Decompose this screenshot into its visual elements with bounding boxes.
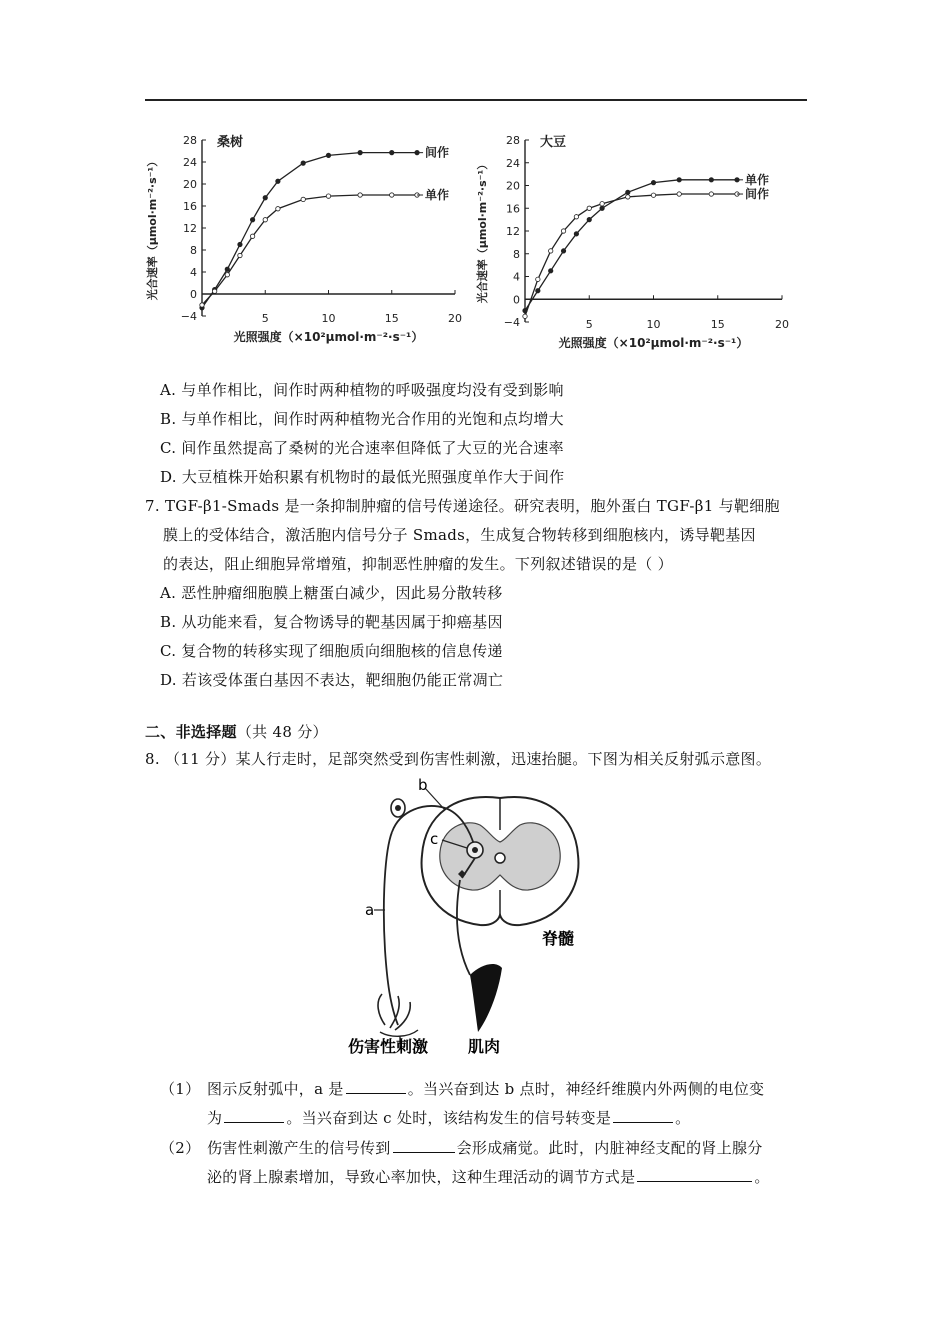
q8-sub1-number: （1）	[160, 1080, 201, 1098]
q6-option-a: A. 与单作相比，间作时两种植物的呼吸强度均没有受到影响	[160, 381, 564, 399]
series-line	[525, 194, 737, 316]
data-point	[390, 193, 394, 197]
q8-sub2-text-b: 会形成痛觉。此时，内脏神经支配的肾上腺分	[456, 1139, 763, 1157]
x-tick-label: 15	[384, 312, 399, 325]
q8-sub1-line2	[207, 1107, 690, 1128]
q8-sub1-text-e: 。	[675, 1109, 691, 1127]
data-point	[225, 273, 229, 277]
answer-blank-a[interactable]	[346, 1080, 406, 1094]
x-tick-label: 20	[448, 312, 462, 325]
chart-title: 桑树	[217, 135, 244, 150]
y-tick-label: 8	[190, 244, 197, 257]
q8-sub1-text-a: 图示反射弧中，a 是	[207, 1080, 344, 1098]
data-point	[561, 249, 565, 253]
data-point	[212, 289, 216, 293]
data-point	[390, 150, 394, 154]
label-c: c	[430, 830, 439, 848]
q7-stem-line3: 的表达，阻止细胞异常增殖，抑制恶性肿瘤的发生。下列叙述错误的是（ ）	[163, 555, 673, 573]
y-tick-label: 0	[513, 293, 520, 307]
data-point	[238, 253, 242, 257]
data-point	[250, 234, 254, 238]
answer-blank-c-signal[interactable]	[613, 1109, 673, 1123]
y-tick-label: 12	[183, 222, 197, 235]
label-a: a	[365, 901, 375, 919]
data-point	[600, 206, 604, 210]
data-point	[238, 242, 242, 246]
chart-title: 大豆	[540, 135, 567, 150]
answer-blank-regulation[interactable]	[637, 1168, 752, 1182]
y-tick-label: 24	[506, 156, 520, 170]
x-tick-label: 20	[775, 318, 789, 331]
x-axis-label: 光照强度（×10²μmol·m⁻²·s⁻¹）	[233, 330, 424, 344]
header-rule	[145, 99, 807, 101]
central-canal	[495, 853, 505, 863]
data-point	[626, 195, 630, 199]
y-tick-label: 16	[183, 200, 197, 213]
q7-stem-line2: 膜上的受体结合，激活胞内信号分子 Smads，生成复合物转移到细胞核内，诱导靶基因	[163, 526, 756, 544]
q8-sub1-line1	[207, 1078, 764, 1099]
series-line	[525, 180, 737, 311]
data-point	[358, 150, 362, 154]
data-point	[600, 202, 604, 206]
data-point	[301, 197, 305, 201]
q6-option-d: D. 大豆植株开始积累有机物时的最低光照强度单作大于间作	[160, 468, 565, 486]
label-stimulus: 伤害性刺激	[348, 1037, 429, 1056]
y-tick-label: 24	[183, 156, 197, 169]
y-tick-label: 28	[506, 134, 520, 147]
afferent-fiber	[384, 832, 398, 1025]
data-point	[536, 277, 540, 281]
muscle	[470, 964, 502, 1032]
label-muscle: 肌肉	[468, 1037, 501, 1056]
q8-sub2-text-d: 。	[754, 1168, 770, 1186]
y-tick-label: 4	[513, 270, 520, 284]
section2-title: 二、非选择题	[145, 723, 237, 741]
data-point	[263, 196, 267, 200]
label-spinal-cord: 脊髓	[542, 929, 575, 948]
q6-option-b: B. 与单作相比，间作时两种植物光合作用的光饱和点均增大	[160, 410, 564, 428]
x-tick-label: 5	[261, 312, 269, 325]
y-tick-label: 20	[183, 178, 197, 191]
q8-sub2-text-c: 泌的肾上腺素增加，导致心率加快，这种生理活动的调节方式是	[207, 1168, 636, 1186]
q8-sub2-text-a: 伤害性刺激产生的信号传到	[207, 1139, 391, 1157]
data-point	[677, 192, 681, 196]
q8-sub1-text-d: 。当兴奋到达 c 处时，该结构发生的信号转变是	[286, 1109, 612, 1127]
data-point	[574, 215, 578, 219]
y-tick-label: 0	[190, 288, 197, 301]
q6-option-c: C. 间作虽然提高了桑树的光合速率但降低了大豆的光合速率	[160, 439, 564, 457]
q8-sub2-number: （2）	[160, 1139, 201, 1157]
data-point	[301, 161, 305, 165]
data-point	[677, 178, 681, 182]
data-point	[574, 232, 578, 236]
y-tick-label: 4	[190, 266, 197, 279]
q8-sub2-line1	[207, 1137, 763, 1158]
q7-option-d: D. 若该受体蛋白基因不表达，靶细胞仍能正常凋亡	[160, 671, 504, 689]
q7-option-c: C. 复合物的转移实现了细胞质向细胞核的信息传递	[160, 642, 503, 660]
q8-stem: 8. （11 分）某人行走时，足部突然受到伤害性刺激，迅速抬腿。下图为相关反射弧示意图。	[145, 750, 772, 768]
data-point	[651, 193, 655, 197]
data-point	[358, 193, 362, 197]
x-tick-label: 10	[321, 312, 336, 325]
data-point	[276, 179, 280, 183]
y-tick-label: 8	[513, 247, 520, 261]
y-tick-label: −4	[180, 310, 197, 323]
y-tick-label: 16	[506, 202, 520, 216]
chart-mulberry	[140, 125, 470, 355]
answer-blank-b-potential[interactable]	[224, 1109, 284, 1123]
q7-option-a: A. 恶性肿瘤细胞膜上糖蛋白减少，因此易分散转移	[160, 584, 503, 602]
data-point	[626, 190, 630, 194]
data-point	[326, 153, 330, 157]
x-axis-label: 光照强度（×10²μmol·m⁻²·s⁻¹）	[558, 336, 749, 350]
data-point	[263, 218, 267, 222]
y-axis-label: 光合速率（μmol·m⁻²·s⁻¹）	[476, 158, 489, 304]
series-label: 单作	[425, 188, 450, 202]
q7-stem-line1: 7. TGF-β1-Smads 是一条抑制肿瘤的信号传递途径。研究表明，胞外蛋白 TGF-β1 与靶细胞	[145, 497, 780, 515]
x-tick-label: 10	[646, 318, 661, 331]
data-point	[523, 314, 527, 318]
data-point	[709, 192, 713, 196]
series-line	[202, 195, 417, 305]
reflex-arc-diagram	[330, 770, 630, 1060]
data-point	[651, 180, 655, 184]
y-axis-label: 光合速率（μmol·m⁻²·s⁻¹）	[146, 155, 159, 301]
y-tick-label: −4	[503, 316, 520, 329]
data-point	[549, 269, 553, 273]
q8-sub1-text-c: 为	[207, 1109, 223, 1127]
answer-blank-pain-center[interactable]	[393, 1139, 455, 1153]
q8-sub2-line2	[207, 1166, 770, 1187]
series-label: 间作	[745, 187, 770, 202]
data-point	[587, 217, 591, 221]
y-tick-label: 28	[183, 134, 197, 147]
data-point	[536, 289, 540, 293]
chart-soybean	[470, 125, 805, 355]
x-tick-label: 5	[585, 318, 593, 331]
data-point	[709, 178, 713, 182]
series-line	[202, 153, 417, 308]
data-point	[561, 229, 565, 233]
series-label: 间作	[425, 145, 450, 160]
y-tick-label: 12	[506, 225, 520, 238]
data-point	[200, 303, 204, 307]
x-tick-label: 15	[710, 318, 725, 331]
data-point	[250, 218, 254, 222]
data-point	[549, 249, 553, 253]
data-point	[276, 207, 280, 211]
data-point	[225, 267, 229, 271]
y-tick-label: 20	[506, 179, 520, 193]
section2-score: （共 48 分）	[236, 723, 328, 741]
data-point	[326, 194, 330, 198]
q8-sub1-text-b: 。当兴奋到达 b 点时，神经纤维膜内外两侧的电位变	[407, 1080, 765, 1098]
label-b: b	[418, 776, 428, 794]
section2-heading	[145, 721, 328, 742]
data-point	[587, 206, 591, 210]
series-label: 单作	[745, 172, 770, 187]
q7-option-b: B. 从功能来看，复合物诱导的靶基因属于抑癌基因	[160, 613, 503, 631]
